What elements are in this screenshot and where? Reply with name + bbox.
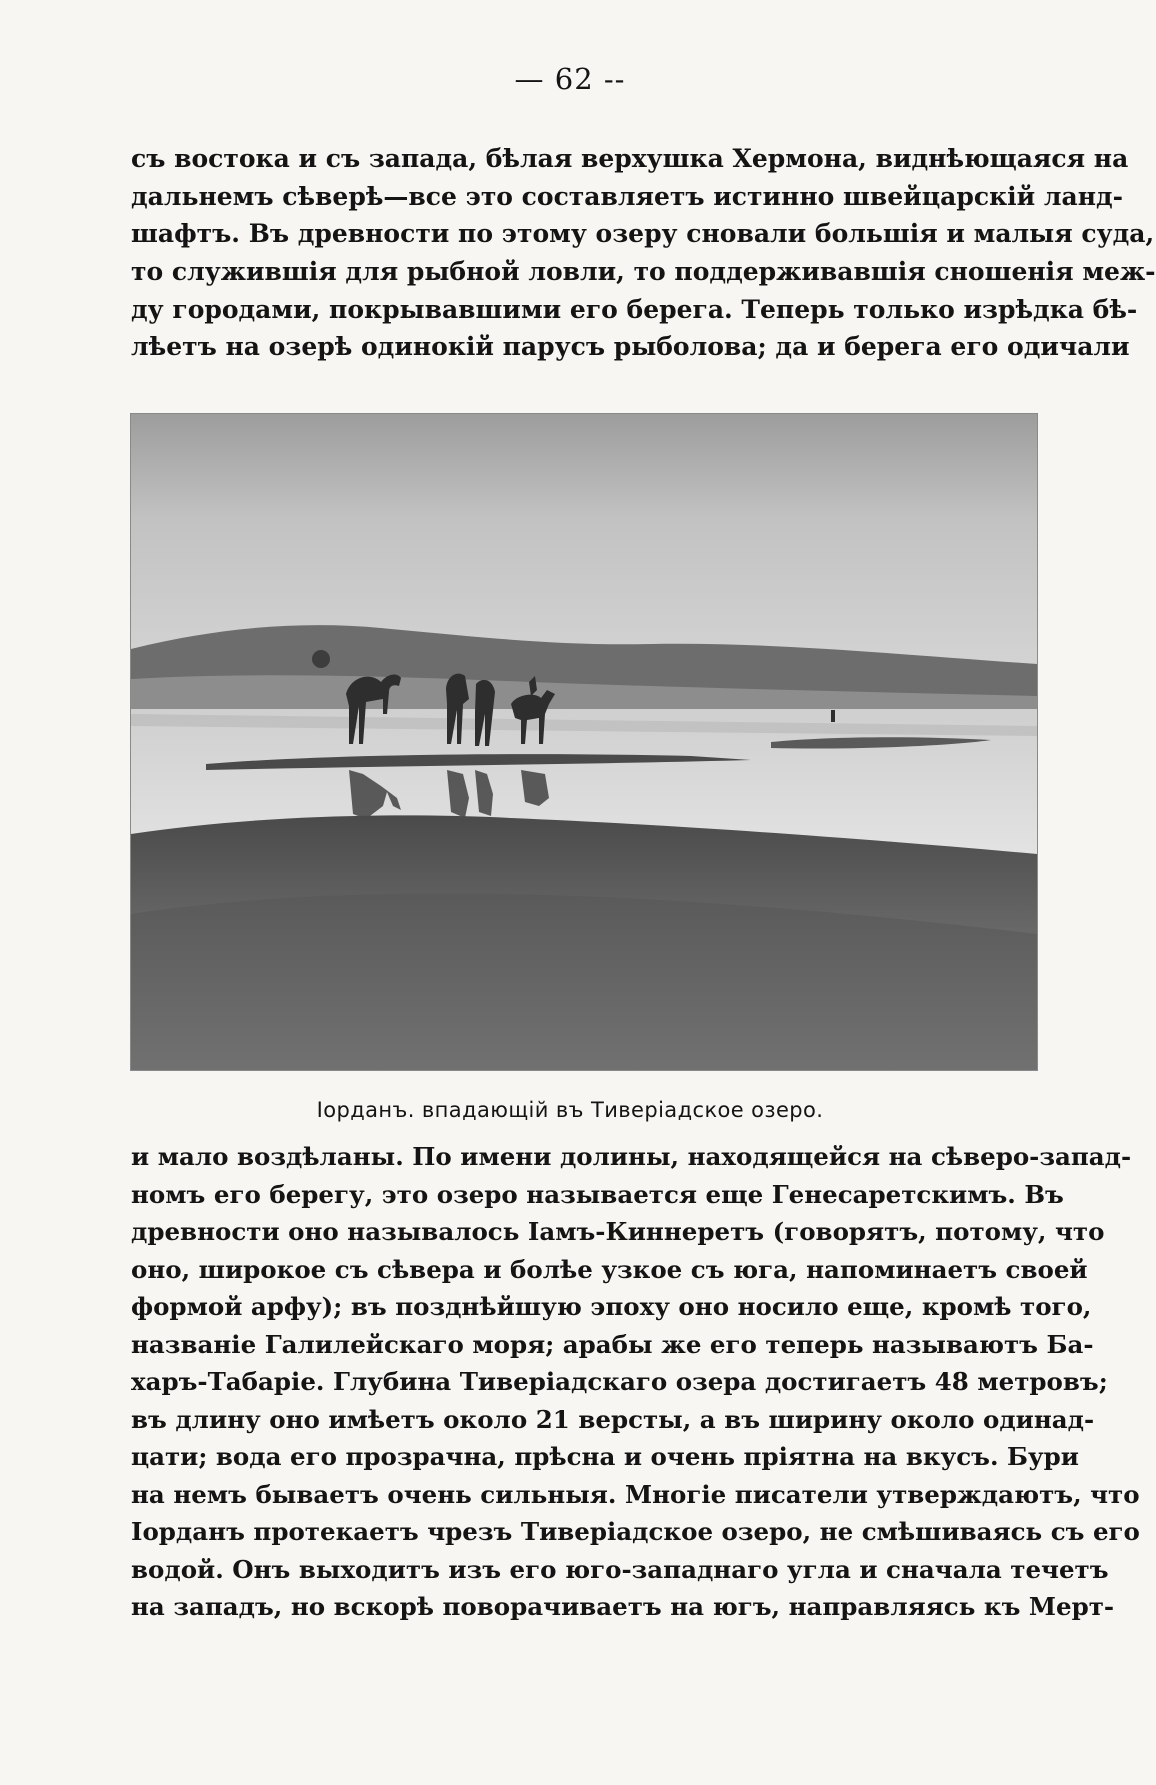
- paragraph-bottom: [131, 1138, 1140, 1626]
- text-line: водой. Онъ выходитъ изъ его юго-западнаго угла и сначала течетъ: [131, 1554, 1109, 1584]
- tree: [312, 650, 330, 668]
- text-line: ду городами, покрывавшими его берега. Теперь только изрѣдка бѣ-: [131, 294, 1138, 324]
- text-line: древности оно называлось Іамъ-Киннеретъ (говорятъ, потому, что: [131, 1217, 1105, 1246]
- page-number: — 62 --: [514, 62, 626, 96]
- text-line: въ длину оно имѣетъ около 21 версты, а въ ширину около одинад-: [131, 1404, 1095, 1434]
- text-line: цати; вода его прозрачна, прѣсна и очень пріятна на вкусъ. Бури: [131, 1442, 1079, 1471]
- text-line: дальнемъ сѣверѣ—все это составляетъ истинно швейцарскій ланд-: [131, 181, 1124, 211]
- text-line: на немъ бываетъ очень сильныя. Многіе писатели утверждаютъ, что: [131, 1479, 1140, 1509]
- text-line: и мало воздѣланы. По имени долины, находящейся на сѣверо-запад-: [131, 1142, 1132, 1171]
- text-line: Іорданъ протекаетъ чрезъ Тиверіадское озеро, не смѣшиваясь съ его: [131, 1517, 1140, 1546]
- text-line: названіе Галилейскаго моря; арабы же его теперь называютъ Ба-: [131, 1329, 1094, 1359]
- text-line: то служившія для рыбной ловли, то поддерживавшія сношенія меж-: [131, 257, 1156, 287]
- figure-caption: Іорданъ. впадающій въ Тиверіадское озеро.: [316, 1098, 824, 1122]
- text-line: номъ его берегу, это озеро называется еще Генесаретскимъ. Въ: [131, 1179, 1064, 1209]
- text-line: лѣетъ на озерѣ одинокій парусъ рыболова; да и берега его одичали: [131, 332, 1130, 362]
- text-line: оно, широкое съ сѣвера и болѣе узкое съ юга, напоминаетъ своей: [131, 1254, 1088, 1284]
- text-line: харъ-Табаріе. Глубина Тиверіадскаго озера достигаетъ 48 метровъ;: [131, 1367, 1108, 1396]
- text-line: формой арфу); въ позднѣйшую эпоху оно носило еще, кромѣ того,: [131, 1292, 1092, 1321]
- lake-photograph: [130, 413, 1038, 1071]
- photo-illustration: [131, 414, 1037, 1070]
- text-line: шафтъ. Въ древности по этому озеру сновали большія и малыя суда,: [131, 219, 1155, 249]
- text-line: съ востока и съ запада, бѣлая верхушка Хермона, виднѣющаяся на: [131, 144, 1129, 173]
- paragraph-top: [131, 140, 1156, 366]
- text-line: на западъ, но вскорѣ поворачиваетъ на югъ, направляясь къ Мерт-: [131, 1592, 1115, 1621]
